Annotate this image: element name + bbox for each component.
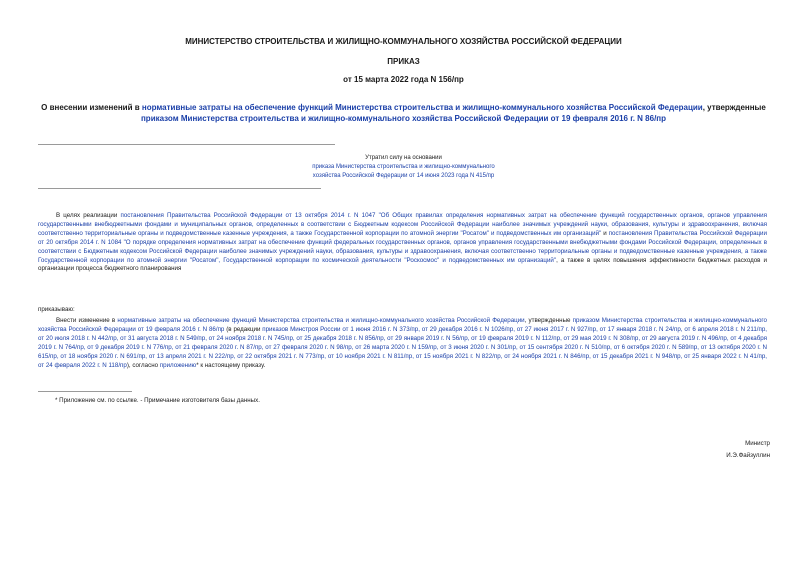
operative-link-amendments[interactable]: приказов Минстроя России от 1 июня 2016 г. N 373/пр, от 29 декабря 2016 г. N 1026/пр, от 27 июня 2017 г. N 927/пр, от 17 января 2018 г. N 24/пр, от 6 апреля 2018 г. N 211/пр, от 20 июля 2018 г. N 442/пр, от 31 августа 2018 г. N 549/пр, от 24 ноября 2018 г. N 745/пр, от 25 декабря 2018 г. N 856/пр, от 29 января 2019 г. N 56/пр, от 19 февраля 2019 г. N 112/пр, от 29 мая 2019 г. N 308/пр, от 29 августа 2019 г. N 496/пр, от 4 декабря 2019 г. N 764/пр, от 9 декабря 2019 г. N 776/пр, от 21 февраля 2020 г. N 87/пр, от 27 февраля 2020 г. N 98/пр, от 26 марта 2020 г. N 159/пр, от 3 июня 2020 г. N 301/пр, от 15 сентября 2020 г. N 510/пр, от 6 октября 2020 г. N 589/пр, от 13 октября 2020 г. N 615/пр, от 18 ноября 2020 г. N 691/пр, от 13 апреля 2021 г. N 222/пр, от 22 октября 2021 г. N 773/пр, от 10 ноября 2021 г. N 811/пр, от 15 ноября 2021 г. N 822/пр, от 24 ноября 2021 г. N 846/пр, от 15 декабря 2021 г. N 948/пр, от 25 января 2022 г. N 41/пр, от 24 февраля 2022 г. N 118/пр — [38, 325, 768, 369]
doc-type-heading: ПРИКАЗ — [387, 57, 420, 66]
signature-block — [706, 438, 770, 462]
preamble-text-1: В целях реализации — [56, 212, 121, 219]
title-text-2: , утвержденные — [702, 103, 766, 112]
operative-text-5: * к настоящему приказу. — [196, 361, 266, 369]
operative-text-2: , утвержденные — [524, 317, 573, 324]
operative-text-1: Внести изменение в — [56, 317, 118, 324]
document-title — [40, 102, 767, 124]
operative-text-3: (в редакции — [224, 325, 263, 333]
operative-paragraph — [38, 317, 767, 370]
status-note-label: Утратил силу на основании — [365, 155, 442, 161]
footnote: * Приложение см. по ссылке. - Примечание изготовителя базы данных. — [55, 397, 260, 404]
status-note — [0, 154, 807, 181]
title-link-order-86[interactable]: приказом Министерства строительства и жилищно-коммунального хозяйства Российской Федерации от 19 февраля 2016 г. N 86/пр — [140, 114, 667, 123]
title-text-1: О внесении изменений в — [41, 103, 142, 112]
title-link-norms[interactable]: нормативные затраты на обеспечение функций Министерства строительства и жилищно-коммунального хозяйства Российской Федерации — [141, 103, 703, 112]
divider-top — [38, 144, 335, 145]
operative-text-4: ), согласно — [126, 361, 160, 369]
signatory-position: Министр — [745, 440, 770, 447]
preamble-text-2: и — [601, 229, 609, 237]
operative-link-appendix[interactable]: приложению — [159, 361, 197, 369]
preamble-paragraph — [38, 212, 767, 274]
operative-link-order-86[interactable]: приказом Министерства строительства и жилищно-коммунального хозяйства Российской Федерации от 19 февраля 2016 г. N 86/пр — [38, 317, 767, 333]
preamble-link-1084[interactable]: постановления Правительства Российской Федерации от 20 октября 2014 г. N 1084 "О порядке определения нормативных затрат на обеспечение функций федеральных государственных органов, органов управления государственными внебюджетными фондами Российской Федерации, определенных в соответствии с Бюджетным кодексом Российской Федерации наиболее значимых учреждений науки, образования, культуры и здравоохранения, включая соответственно территориальные органы и подведомственные казенные учреждения, а также Государственной корпорации по атомной энергии "Росатом", Государственной корпорации по космической деятельности "Роскосмос" и подведомственных им организаций" — [38, 229, 767, 264]
doc-date-number: от 15 марта 2022 года N 156/пр — [343, 75, 464, 84]
signatory-name: И.Э.Файзуллин — [726, 452, 770, 459]
operative-link-norms[interactable]: нормативные затраты на обеспечение функций Министерства строительства и жилищно-коммунального хозяйства Российской Федерации — [117, 317, 525, 324]
divider-bottom — [38, 188, 321, 189]
ministry-heading: МИНИСТЕРСТВО СТРОИТЕЛЬСТВА И ЖИЛИЩНО-КОММУНАЛЬНОГО ХОЗЯЙСТВА РОССИЙСКОЙ ФЕДЕРАЦИИ — [185, 37, 622, 46]
status-note-link[interactable]: приказа Министерства строительства и жилищно-коммунального хозяйства Российской Федерации от 14 июня 2023 года N 415/пр — [312, 164, 495, 179]
preamble-link-1047[interactable]: постановления Правительства Российской Федерации от 13 октября 2014 г. N 1047 "Об Общих правилах определения нормативных затрат на обеспечение функций государственных органов, органов управления государственными внебюджетными фондами и муниципальных органов, определенных в соответствии с Бюджетным кодексом Российской Федерации наиболее значимых учреждений науки, образования, культуры и здравоохранения, включая соответственно территориальные органы и подведомственные казенные учреждения, а также Государственной корпорации по атомной энергии "Росатом" и подведомственных им организаций" — [38, 212, 767, 237]
preamble-text-3: , а также в целях повышения эффективности бюджетных расходов и организации процесса бюджетного планирования — [38, 256, 767, 273]
order-word: приказываю: — [38, 306, 75, 313]
footnote-divider — [38, 391, 132, 392]
